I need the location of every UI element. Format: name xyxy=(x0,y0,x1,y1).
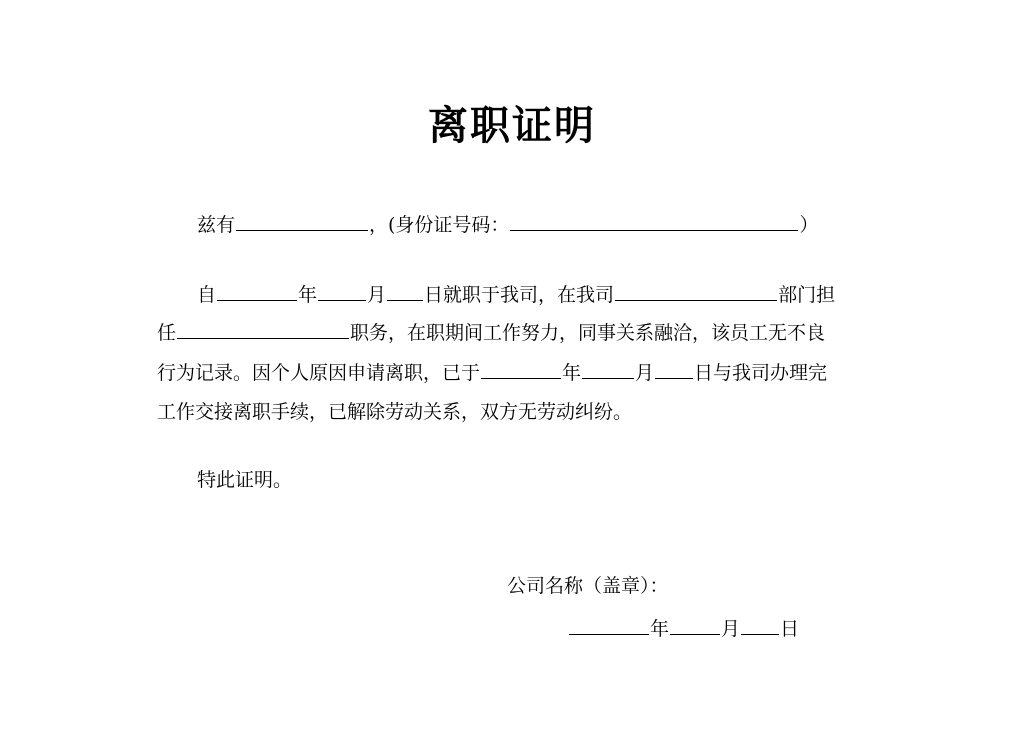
line2-month: 月 xyxy=(367,284,387,306)
id-number-blank[interactable] xyxy=(510,210,798,231)
line4-tail: 日与我司办理完 xyxy=(694,362,828,384)
company-seal-label: 公司名称（盖章）： xyxy=(507,575,669,597)
sign-day-blank[interactable] xyxy=(741,614,779,635)
sign-year-blank[interactable] xyxy=(569,614,649,635)
line4-month: 月 xyxy=(635,362,655,384)
closing-text: 特此证明。 xyxy=(197,469,293,491)
start-month-blank[interactable] xyxy=(318,280,366,301)
line1-end: ） xyxy=(799,214,819,236)
line2-day-text: 日就职于我司，在我司 xyxy=(424,284,615,306)
line5-text: 工作交接离职手续，已解除劳动关系，双方无劳动纠纷。 xyxy=(157,401,633,423)
position-blank[interactable] xyxy=(177,318,349,339)
line2-year: 年 xyxy=(298,284,318,306)
sign-month-blank[interactable] xyxy=(670,614,720,635)
line1-mid: ，(身份证号码： xyxy=(369,214,510,236)
sign-day: 日 xyxy=(780,618,800,640)
line2-dept: 部门担 xyxy=(778,284,836,306)
line2-lead: 自 xyxy=(197,284,217,306)
line4-text: 行为记录。因个人原因申请离职，已于 xyxy=(157,362,481,384)
sign-year: 年 xyxy=(650,618,670,640)
line3-text: 职务，在职期间工作努力，同事关系融洽，该员工无不良 xyxy=(350,322,826,344)
signature-date xyxy=(568,614,799,643)
sign-month: 月 xyxy=(721,618,741,640)
line3-lead: 任 xyxy=(157,322,177,344)
line4-year: 年 xyxy=(562,362,582,384)
department-blank[interactable] xyxy=(615,280,777,301)
line-start-date xyxy=(157,280,877,309)
start-day-blank[interactable] xyxy=(387,280,423,301)
line-position xyxy=(157,318,877,347)
line1-lead: 兹有 xyxy=(197,214,236,236)
start-year-blank[interactable] xyxy=(217,280,297,301)
line-handover xyxy=(157,398,877,426)
document-title: 离职证明 xyxy=(428,102,596,149)
line-leave-date xyxy=(157,358,877,387)
leave-year-blank[interactable] xyxy=(481,358,561,379)
name-blank[interactable] xyxy=(236,210,368,231)
leave-month-blank[interactable] xyxy=(582,358,634,379)
closing-line xyxy=(157,466,877,494)
leave-day-blank[interactable] xyxy=(655,358,693,379)
line-name-id xyxy=(157,210,877,239)
